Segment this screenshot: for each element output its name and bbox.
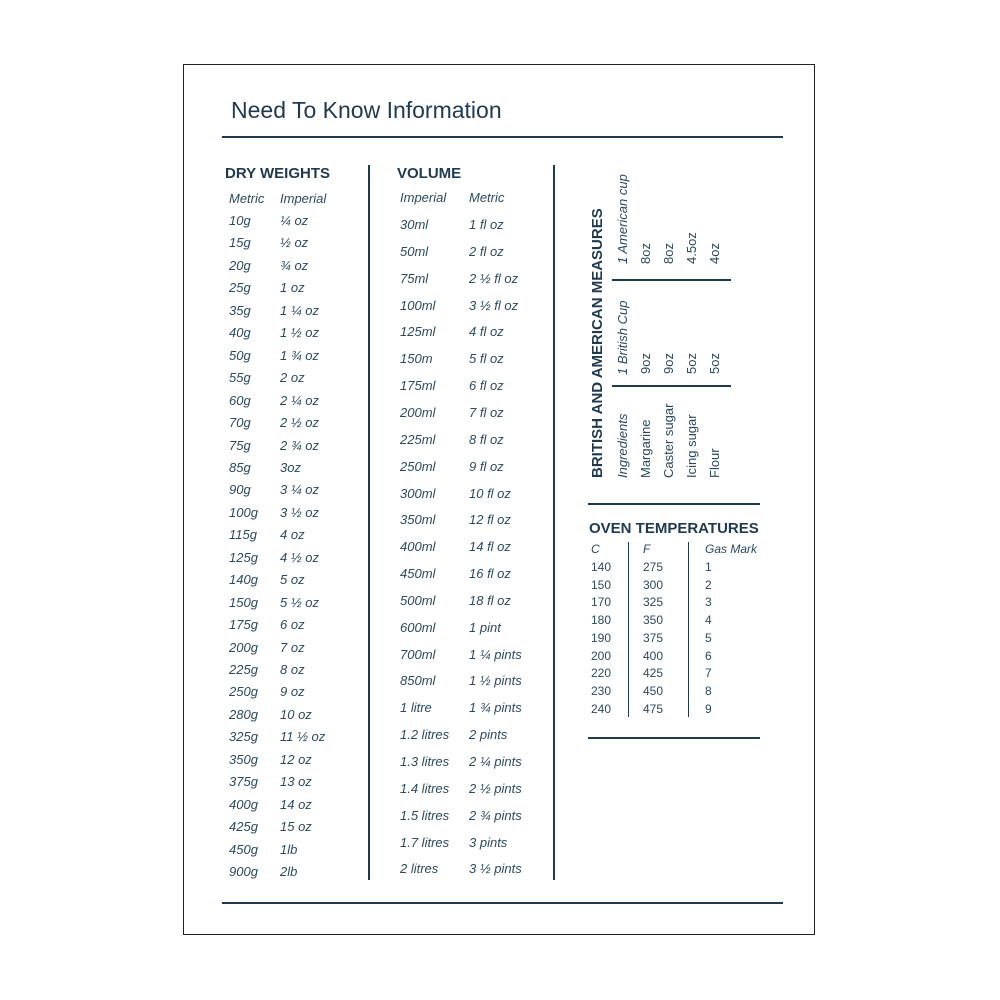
dry-weight-metric: 35g	[229, 302, 251, 318]
volume-metric: 6 fl oz	[469, 378, 504, 394]
oven-gas-mark: 2	[705, 577, 712, 592]
volume-heading: VOLUME	[397, 165, 462, 182]
volume-metric: 1 ¼ pints	[469, 646, 522, 662]
volume-imperial: 250ml	[400, 458, 436, 474]
dry-weight-imperial: 2 ¼ oz	[280, 392, 320, 408]
volume-imperial: 450ml	[400, 566, 436, 582]
bam-american-cup: 8oz	[661, 243, 676, 264]
volume-metric: 12 fl oz	[469, 512, 511, 528]
bam-ingredient: Caster sugar	[661, 403, 676, 478]
volume-metric: 8 fl oz	[469, 431, 504, 447]
volume-imperial: 225ml	[400, 431, 436, 447]
oven-heading: OVEN TEMPERATURES	[589, 520, 759, 537]
oven-col-f: F	[643, 542, 651, 556]
dry-weight-imperial: 3oz	[280, 459, 301, 475]
dry-weight-metric: 200g	[229, 639, 258, 655]
dry-weight-metric: 70g	[229, 415, 251, 431]
dry-weight-imperial: 4 oz	[280, 527, 305, 543]
dry-weight-imperial: 2 ¾ oz	[280, 437, 320, 453]
dry-weight-metric: 175g	[229, 617, 258, 633]
dry-weight-metric: 280g	[229, 706, 258, 722]
dry-weight-imperial: 8 oz	[280, 662, 305, 677]
volume-metric: 1 pint	[469, 619, 501, 635]
oven-celsius: 150	[591, 577, 612, 592]
volume-metric: 3 ½ pints	[469, 861, 522, 877]
dry-weight-metric: 100g	[229, 504, 258, 520]
oven-fahrenheit: 425	[643, 666, 664, 681]
volume-imperial: 400ml	[400, 539, 436, 555]
bam-divider-2	[612, 279, 731, 281]
oven-gas-mark: 3	[705, 595, 712, 610]
dry-weight-imperial: 15 oz	[280, 819, 312, 835]
dry-weight-metric: 85g	[229, 459, 251, 475]
dry-weight-metric: 450g	[229, 841, 258, 857]
oven-col-gas: Gas Mark	[705, 542, 758, 556]
bam-american-cup: 4.5oz	[684, 232, 699, 264]
oven-gas-mark: 4	[705, 613, 712, 628]
dry-weight-imperial: ¾ oz	[280, 257, 309, 273]
oven-gas-mark: 7	[705, 666, 712, 681]
bam-col-british: 1 British Cup	[615, 300, 630, 375]
volume-imperial: 175ml	[400, 378, 436, 394]
volume-col-imperial: Imperial	[400, 190, 447, 205]
volume-imperial: 1 litre	[400, 700, 432, 716]
dry-weight-imperial: 6 oz	[280, 617, 305, 633]
dry-weight-imperial: 1 ½ oz	[280, 325, 320, 341]
volume-imperial: 200ml	[400, 404, 436, 420]
dry-weight-imperial: 9 oz	[280, 684, 305, 700]
dry-weight-metric: 140g	[229, 572, 258, 588]
volume-metric: 18 fl oz	[469, 592, 511, 608]
volume-imperial: 700ml	[400, 646, 436, 662]
bam-american-cup: 4oz	[707, 243, 722, 264]
volume-metric: 3 pints	[469, 834, 508, 850]
dry-weight-imperial: 1 oz	[280, 280, 305, 296]
dry-weight-metric: 125g	[229, 549, 258, 565]
volume-imperial: 500ml	[400, 592, 436, 608]
dry-weights-heading: DRY WEIGHTS	[225, 165, 331, 182]
dry-weight-imperial: 2 oz	[280, 370, 305, 386]
volume-imperial: 1.7 litres	[400, 834, 450, 850]
volume-imperial: 1.3 litres	[400, 754, 450, 769]
volume-metric: 1 ¾ pints	[469, 700, 522, 716]
bam-british-cup: 5oz	[707, 353, 722, 374]
volume-metric: 4 fl oz	[469, 324, 504, 340]
dry-weight-imperial: 10 oz	[280, 706, 312, 722]
dry-weight-imperial: ¼ oz	[280, 213, 309, 228]
bam-col-american: 1 American cup	[615, 174, 630, 264]
volume-imperial: 300ml	[400, 485, 436, 501]
dry-weight-metric: 425g	[229, 819, 258, 835]
volume-imperial: 350ml	[400, 512, 436, 528]
dry-weight-metric: 325g	[229, 729, 258, 745]
british-american-heading: BRITISH AND AMERICAN MEASURES	[589, 208, 606, 478]
volume-imperial: 30ml	[400, 217, 429, 232]
oven-fahrenheit: 400	[643, 648, 664, 663]
dry-weight-imperial: 5 oz	[280, 572, 305, 588]
volume-col-metric: Metric	[469, 190, 505, 205]
volume-imperial: 600ml	[400, 619, 436, 635]
bam-ingredient: Margarine	[638, 419, 653, 478]
dry-weight-metric: 900g	[229, 864, 258, 880]
oven-fahrenheit: 325	[643, 595, 664, 610]
volume-metric: 7 fl oz	[469, 404, 504, 420]
volume-metric: 9 fl oz	[469, 458, 504, 474]
volume-imperial: 100ml	[400, 297, 436, 313]
column-divider-2	[553, 165, 555, 880]
volume-metric: 14 fl oz	[469, 539, 511, 555]
dry-weight-metric: 10g	[229, 213, 251, 228]
dry-weight-imperial: 1 ¾ oz	[280, 347, 320, 363]
volume-metric: 2 ¼ pints	[469, 754, 522, 769]
column-divider-1	[368, 165, 370, 880]
volume-imperial: 1.5 litres	[400, 807, 450, 823]
volume-imperial: 2 litres	[400, 861, 439, 877]
oven-fahrenheit: 475	[643, 701, 664, 716]
oven-celsius: 230	[591, 683, 612, 698]
oven-celsius: 140	[591, 560, 612, 574]
oven-gas-mark: 9	[705, 701, 712, 716]
volume-metric: 2 ¾ pints	[469, 807, 522, 823]
volume-imperial: 1.4 litres	[400, 780, 450, 796]
dry-weight-metric: 20g	[229, 257, 251, 273]
dry-weight-metric: 40g	[229, 325, 251, 341]
volume-imperial: 50ml	[400, 243, 429, 259]
oven-divider-1	[628, 542, 629, 717]
dry-weight-imperial: 5 ½ oz	[280, 594, 320, 610]
dry-weight-imperial: 1lb	[280, 841, 298, 857]
oven-divider-2	[688, 542, 689, 717]
dry-weight-imperial: 7 oz	[280, 639, 305, 655]
oven-top-divider	[588, 503, 760, 505]
bam-divider-1	[612, 385, 731, 387]
volume-imperial: 850ml	[400, 673, 436, 689]
dry-weight-metric: 375g	[229, 774, 258, 790]
oven-gas-mark: 8	[705, 683, 712, 698]
dry-weight-metric: 50g	[229, 347, 251, 363]
dry-weight-metric: 350g	[229, 751, 258, 767]
oven-gas-mark: 1	[705, 560, 712, 574]
bam-british-cup: 9oz	[661, 353, 676, 374]
oven-fahrenheit: 375	[643, 630, 664, 645]
bam-british-cup: 5oz	[684, 353, 699, 374]
oven-col-c: C	[591, 542, 600, 556]
dry-weight-metric: 90g	[229, 482, 251, 498]
oven-fahrenheit: 350	[643, 613, 664, 628]
volume-metric: 2 pints	[469, 727, 508, 743]
volume-metric: 10 fl oz	[469, 485, 511, 501]
oven-celsius: 180	[591, 613, 612, 628]
bam-british-cup: 9oz	[638, 353, 653, 374]
dry-weight-imperial: ½ oz	[280, 235, 309, 251]
volume-imperial: 1.2 litres	[400, 727, 450, 743]
dry-weight-metric: 55g	[229, 370, 251, 386]
volume-metric: 2 ½ fl oz	[469, 270, 519, 286]
volume-imperial: 150m	[400, 351, 433, 367]
oven-fahrenheit: 300	[643, 577, 664, 592]
dry-weight-imperial: 4 ½ oz	[280, 549, 320, 565]
bottom-divider	[222, 902, 783, 904]
volume-metric: 5 fl oz	[469, 351, 504, 367]
page-title: Need To Know Information	[231, 97, 502, 123]
oven-celsius: 220	[591, 666, 612, 681]
dry-weight-imperial: 3 ½ oz	[280, 504, 320, 520]
volume-imperial: 125ml	[400, 324, 436, 340]
dry-weights-col-imperial: Imperial	[280, 191, 327, 206]
oven-fahrenheit: 275	[643, 560, 664, 574]
dry-weight-metric: 60g	[229, 392, 251, 408]
dry-weight-metric: 115g	[229, 527, 257, 543]
dry-weight-imperial: 1 ¼ oz	[280, 302, 320, 318]
dry-weight-imperial: 11 ½ oz	[280, 729, 326, 745]
bam-ingredient: Flour	[707, 448, 722, 478]
dry-weight-imperial: 2 ½ oz	[280, 415, 320, 431]
volume-metric: 1 fl oz	[469, 217, 504, 232]
dry-weight-metric: 250g	[229, 684, 258, 700]
title-divider	[222, 136, 783, 138]
volume-metric: 1 ½ pints	[469, 673, 522, 689]
oven-celsius: 190	[591, 630, 612, 645]
dry-weight-imperial: 12 oz	[280, 751, 312, 767]
oven-fahrenheit: 450	[643, 683, 664, 698]
dry-weight-metric: 15g	[229, 235, 251, 251]
bam-american-cup: 8oz	[638, 243, 653, 264]
volume-metric: 2 fl oz	[469, 243, 504, 259]
oven-gas-mark: 6	[705, 648, 712, 663]
dry-weight-imperial: 14 oz	[280, 796, 312, 812]
oven-celsius: 240	[591, 701, 612, 716]
bam-col-ingredients: Ingredients	[615, 413, 630, 478]
dry-weights-col-metric: Metric	[229, 191, 265, 206]
dry-weight-imperial: 2lb	[280, 864, 298, 880]
dry-weight-metric: 225g	[229, 662, 258, 677]
bam-ingredient: Icing sugar	[684, 414, 699, 478]
volume-metric: 2 ½ pints	[469, 780, 522, 796]
volume-imperial: 75ml	[400, 270, 429, 286]
oven-celsius: 170	[591, 595, 612, 610]
volume-metric: 3 ½ fl oz	[469, 297, 519, 313]
dry-weight-imperial: 13 oz	[280, 774, 312, 790]
dry-weight-metric: 150g	[229, 594, 258, 610]
dry-weight-metric: 400g	[229, 796, 258, 812]
oven-gas-mark: 5	[705, 630, 712, 645]
dry-weight-metric: 25g	[229, 280, 251, 296]
oven-celsius: 200	[591, 648, 612, 663]
dry-weight-metric: 75g	[229, 437, 251, 453]
dry-weight-imperial: 3 ¼ oz	[280, 482, 320, 498]
oven-bottom-divider	[588, 737, 760, 739]
volume-metric: 16 fl oz	[469, 566, 511, 582]
